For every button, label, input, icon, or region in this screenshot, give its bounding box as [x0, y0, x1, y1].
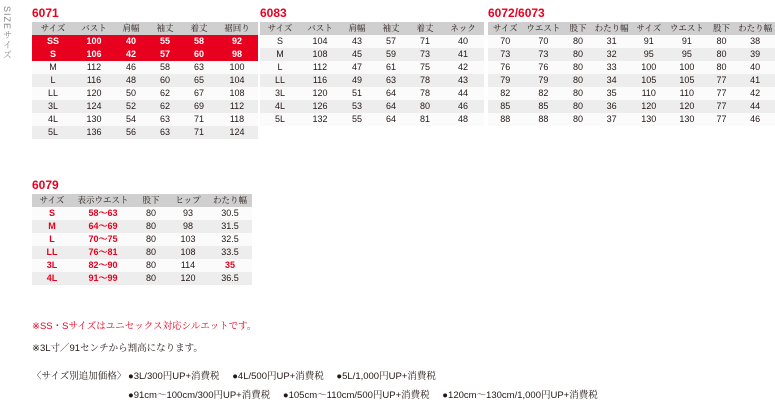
cell: 5L — [260, 113, 300, 126]
col-header: 股下 — [708, 22, 736, 35]
table-row — [32, 87, 258, 100]
table-row — [32, 100, 258, 113]
table-header-row — [488, 22, 775, 35]
cell: M — [32, 220, 72, 233]
cell: 57 — [374, 35, 408, 48]
cell: 80 — [134, 233, 168, 246]
cell: S — [32, 207, 72, 220]
table-row — [32, 220, 252, 233]
table-row — [32, 113, 258, 126]
cell: 78 — [408, 87, 442, 100]
table-row — [488, 61, 775, 74]
cell: 88 — [523, 113, 565, 126]
size-table-6072-6073 — [488, 22, 775, 126]
table-body — [32, 207, 252, 285]
cell: 58 — [148, 61, 182, 74]
col-header: サイズ — [32, 194, 72, 207]
col-header: わたり幅 — [735, 22, 775, 35]
cell: 78 — [408, 74, 442, 87]
cell: 81 — [408, 113, 442, 126]
col-header: 着丈 — [408, 22, 442, 35]
cell: 33 — [592, 61, 632, 74]
table-row — [260, 74, 484, 87]
cell: L — [32, 74, 74, 87]
cell: LL — [32, 246, 72, 259]
col-header: サイズ — [32, 22, 74, 35]
cell: 80 — [134, 220, 168, 233]
note-surcharge: ※3L寸／91センチから割高になります。 — [32, 343, 203, 354]
cell: 88 — [488, 113, 523, 126]
cell: 112 — [300, 61, 340, 74]
price-row-1 — [32, 368, 752, 382]
cell: 112 — [216, 100, 258, 113]
col-header: サイズ — [631, 22, 666, 35]
cell: 71 — [182, 113, 216, 126]
cell: 80 — [134, 246, 168, 259]
cell: 45 — [340, 48, 374, 61]
cell: 80 — [564, 74, 592, 87]
col-header: ヒップ — [168, 194, 208, 207]
cell: L — [32, 233, 72, 246]
col-header: ネック — [442, 22, 484, 35]
col-header: バスト — [74, 22, 114, 35]
cell: 120 — [74, 87, 114, 100]
cell: 36 — [592, 100, 632, 113]
table-row — [488, 48, 775, 61]
cell: 64 — [374, 87, 408, 100]
cell: 60 — [182, 48, 216, 61]
table-title-6083: 6083 — [260, 6, 287, 20]
cell: 56 — [114, 126, 148, 139]
cell: 120 — [168, 272, 208, 285]
cell: 44 — [442, 87, 484, 100]
price-items-2 — [128, 387, 608, 401]
cell: 64 — [374, 113, 408, 126]
table-row — [260, 87, 484, 100]
cell: 104 — [300, 35, 340, 48]
cell: 130 — [666, 113, 708, 126]
table-row — [260, 113, 484, 126]
cell: 64〜69 — [72, 220, 134, 233]
table-row — [32, 233, 252, 246]
cell: LL — [32, 87, 74, 100]
cell: S — [260, 35, 300, 48]
cell: 38 — [735, 35, 775, 48]
table-block-6072-6073 — [488, 6, 775, 126]
cell: 44 — [735, 100, 775, 113]
cell: 55 — [148, 35, 182, 48]
table-row — [32, 272, 252, 285]
cell: 91〜99 — [72, 272, 134, 285]
price-items-1 — [128, 368, 446, 382]
cell: 130 — [631, 113, 666, 126]
col-header: わたり幅 — [208, 194, 252, 207]
size-table-6079 — [32, 194, 252, 285]
table-row — [488, 74, 775, 87]
table-row — [488, 113, 775, 126]
cell: M — [260, 48, 300, 61]
cell: 92 — [216, 35, 258, 48]
cell: 82〜90 — [72, 259, 134, 272]
col-header: ウエスト — [666, 22, 708, 35]
cell: 100 — [74, 35, 114, 48]
table-block-6079 — [32, 178, 252, 285]
cell: 58 — [182, 35, 216, 48]
cell: 110 — [631, 87, 666, 100]
table-row — [32, 246, 252, 259]
cell: 73 — [488, 48, 523, 61]
col-header: 肩幅 — [114, 22, 148, 35]
cell: 106 — [74, 48, 114, 61]
cell: 48 — [442, 113, 484, 126]
cell: 73 — [523, 48, 565, 61]
cell: 91 — [631, 35, 666, 48]
cell: 80 — [564, 48, 592, 61]
cell: L — [260, 61, 300, 74]
cell: 77 — [708, 87, 736, 100]
cell: 80 — [564, 100, 592, 113]
table-row — [32, 48, 258, 61]
cell: 43 — [442, 74, 484, 87]
table-body — [260, 35, 484, 126]
col-header: バスト — [300, 22, 340, 35]
cell: 80 — [564, 87, 592, 100]
cell: 67 — [182, 87, 216, 100]
price-item: ●120cm〜130cm/1,000円UP+消費税 — [442, 390, 598, 401]
cell: 77 — [708, 100, 736, 113]
cell: 80 — [564, 61, 592, 74]
cell: 47 — [340, 61, 374, 74]
cell: 40 — [114, 35, 148, 48]
cell: 70〜75 — [72, 233, 134, 246]
price-label: 〈サイズ別追加価格〉 — [32, 371, 127, 382]
cell: 48 — [114, 74, 148, 87]
table-row — [32, 35, 258, 48]
cell: 41 — [735, 74, 775, 87]
cell: 63 — [148, 113, 182, 126]
cell: 112 — [74, 61, 114, 74]
cell: 104 — [216, 74, 258, 87]
price-label-spacer — [32, 387, 128, 401]
cell: 77 — [708, 74, 736, 87]
col-header: ウエスト — [523, 22, 565, 35]
cell: 82 — [523, 87, 565, 100]
cell: 114 — [168, 259, 208, 272]
cell: 55 — [340, 113, 374, 126]
cell: 76 — [523, 61, 565, 74]
cell: 63 — [148, 126, 182, 139]
cell: 43 — [340, 35, 374, 48]
col-header: 袖丈 — [148, 22, 182, 35]
cell: 65 — [182, 74, 216, 87]
side-label-bar — [0, 0, 16, 417]
cell: 52 — [114, 100, 148, 113]
cell: 64 — [374, 100, 408, 113]
cell: 95 — [666, 48, 708, 61]
price-item: ●91cm〜100cm/300円UP+消費税 — [128, 390, 271, 401]
cell: 80 — [134, 207, 168, 220]
cell: 31 — [592, 35, 632, 48]
cell: 35 — [592, 87, 632, 100]
cell: 130 — [74, 113, 114, 126]
cell: 110 — [666, 87, 708, 100]
col-header: 着丈 — [182, 22, 216, 35]
price-item: ●3L/300円UP+消費税 — [128, 371, 220, 382]
cell: 95 — [631, 48, 666, 61]
cell: 42 — [114, 48, 148, 61]
table-row — [260, 100, 484, 113]
col-header: 股下 — [134, 194, 168, 207]
cell: 46 — [735, 113, 775, 126]
cell: 85 — [523, 100, 565, 113]
price-item: ●5L/1,000円UP+消費税 — [336, 371, 436, 382]
cell: 71 — [182, 126, 216, 139]
cell: 71 — [408, 35, 442, 48]
cell: 40 — [442, 35, 484, 48]
cell: 46 — [442, 100, 484, 113]
cell: 32.5 — [208, 233, 252, 246]
cell: 76 — [488, 61, 523, 74]
cell: 126 — [300, 100, 340, 113]
table-row — [260, 61, 484, 74]
cell: 124 — [216, 126, 258, 139]
cell: 79 — [523, 74, 565, 87]
cell: SS — [32, 35, 74, 48]
cell: 116 — [300, 74, 340, 87]
cell: 76〜81 — [72, 246, 134, 259]
col-header: 袖丈 — [374, 22, 408, 35]
cell: 77 — [708, 113, 736, 126]
cell: 70 — [488, 35, 523, 48]
note-unisex: ※SS・Sサイズはユニセックス対応シルエットです。 — [32, 321, 257, 332]
cell: 36.5 — [208, 272, 252, 285]
cell: 57 — [148, 48, 182, 61]
cell: 40 — [735, 61, 775, 74]
cell: 80 — [134, 259, 168, 272]
cell: 59 — [374, 48, 408, 61]
cell: 3L — [32, 100, 74, 113]
col-header: 裾回り — [216, 22, 258, 35]
cell: 132 — [300, 113, 340, 126]
table-row — [260, 48, 484, 61]
cell: 50 — [114, 87, 148, 100]
cell: 49 — [340, 74, 374, 87]
side-label-text: SIZEサイズ — [2, 6, 12, 61]
table-header-row — [32, 22, 258, 35]
cell: 32 — [592, 48, 632, 61]
table-row — [32, 74, 258, 87]
cell: 91 — [666, 35, 708, 48]
table-block-6083 — [260, 6, 484, 126]
cell: 116 — [74, 74, 114, 87]
cell: 4L — [32, 272, 72, 285]
table-title-6072-6073: 6072/6073 — [488, 6, 545, 20]
cell: 80 — [564, 113, 592, 126]
table-body — [32, 35, 258, 139]
price-block — [32, 368, 752, 401]
cell: LL — [260, 74, 300, 87]
cell: 80 — [708, 48, 736, 61]
cell: 62 — [148, 87, 182, 100]
cell: 5L — [32, 126, 74, 139]
table-row — [32, 207, 252, 220]
cell: 3L — [260, 87, 300, 100]
table-row — [32, 126, 258, 139]
cell: 103 — [168, 233, 208, 246]
size-table-6071 — [32, 22, 258, 139]
cell: 80 — [708, 35, 736, 48]
cell: M — [32, 61, 74, 74]
cell: 73 — [408, 48, 442, 61]
col-header: 股下 — [564, 22, 592, 35]
cell: 35 — [208, 259, 252, 272]
cell: 93 — [168, 207, 208, 220]
cell: 120 — [666, 100, 708, 113]
cell: 118 — [216, 113, 258, 126]
table-title-6071: 6071 — [32, 6, 59, 20]
cell: 69 — [182, 100, 216, 113]
cell: 41 — [442, 48, 484, 61]
col-header: サイズ — [488, 22, 523, 35]
cell: 85 — [488, 100, 523, 113]
cell: 105 — [631, 74, 666, 87]
table-block-6071 — [32, 6, 258, 139]
cell: 37 — [592, 113, 632, 126]
col-header: 表示ウエスト — [72, 194, 134, 207]
table-row — [488, 100, 775, 113]
cell: 3L — [32, 259, 72, 272]
cell: 53 — [340, 100, 374, 113]
table-body — [488, 35, 775, 126]
price-item: ●4L/500円UP+消費税 — [232, 371, 324, 382]
table-row — [488, 35, 775, 48]
cell: 39 — [735, 48, 775, 61]
cell: 58〜63 — [72, 207, 134, 220]
table-header-row — [32, 194, 252, 207]
cell: 108 — [216, 87, 258, 100]
cell: 63 — [182, 61, 216, 74]
cell: 80 — [708, 61, 736, 74]
cell: 120 — [631, 100, 666, 113]
cell: 98 — [168, 220, 208, 233]
cell: 46 — [114, 61, 148, 74]
cell: 51 — [340, 87, 374, 100]
table-row — [32, 259, 252, 272]
cell: 61 — [374, 61, 408, 74]
cell: 54 — [114, 113, 148, 126]
cell: 42 — [735, 87, 775, 100]
cell: 105 — [666, 74, 708, 87]
cell: 63 — [374, 74, 408, 87]
table-header-row — [260, 22, 484, 35]
cell: 108 — [300, 48, 340, 61]
cell: 80 — [408, 100, 442, 113]
cell: 100 — [631, 61, 666, 74]
cell: 120 — [300, 87, 340, 100]
size-table-6083 — [260, 22, 484, 126]
table-row — [32, 61, 258, 74]
cell: 70 — [523, 35, 565, 48]
price-row-2 — [32, 387, 752, 401]
cell: 136 — [74, 126, 114, 139]
cell: 4L — [32, 113, 74, 126]
price-item: ●105cm〜110cm/500円UP+消費税 — [282, 390, 430, 401]
cell: 124 — [74, 100, 114, 113]
cell: 108 — [168, 246, 208, 259]
cell: 100 — [216, 61, 258, 74]
cell: 80 — [564, 35, 592, 48]
cell: 60 — [148, 74, 182, 87]
cell: 62 — [148, 100, 182, 113]
cell: 31.5 — [208, 220, 252, 233]
table-title-6079: 6079 — [32, 178, 59, 192]
cell: 75 — [408, 61, 442, 74]
cell: 42 — [442, 61, 484, 74]
cell: 100 — [666, 61, 708, 74]
table-row — [488, 87, 775, 100]
cell: 80 — [134, 272, 168, 285]
cell: 4L — [260, 100, 300, 113]
cell: 30.5 — [208, 207, 252, 220]
table-row — [260, 35, 484, 48]
col-header: 肩幅 — [340, 22, 374, 35]
content-area — [18, 0, 775, 417]
cell: S — [32, 48, 74, 61]
col-header: わたり幅 — [592, 22, 632, 35]
cell: 98 — [216, 48, 258, 61]
cell: 82 — [488, 87, 523, 100]
col-header: サイズ — [260, 22, 300, 35]
cell: 34 — [592, 74, 632, 87]
cell: 79 — [488, 74, 523, 87]
cell: 33.5 — [208, 246, 252, 259]
